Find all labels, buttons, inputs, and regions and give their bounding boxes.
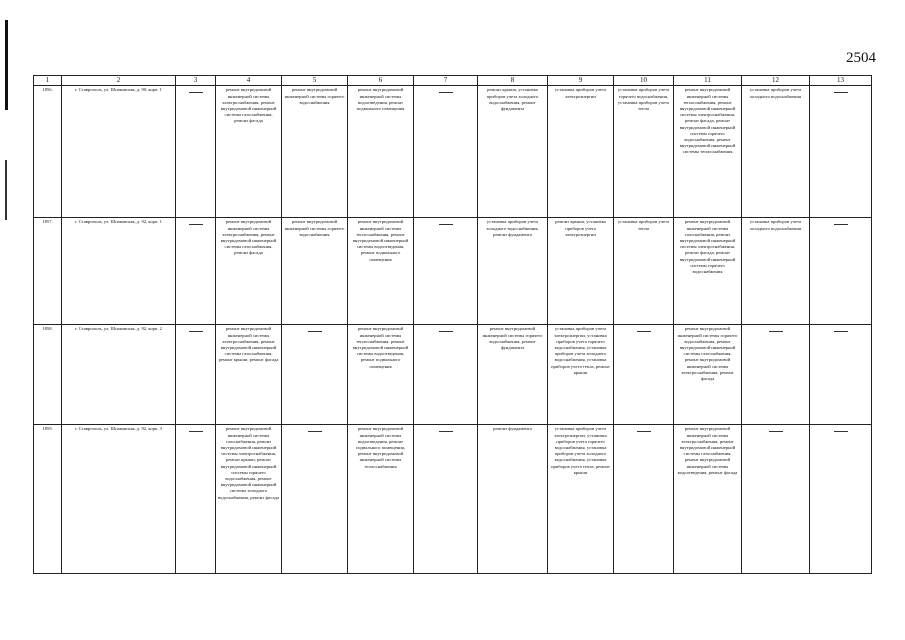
table-row xyxy=(34,425,872,574)
row-number: 1858. xyxy=(34,325,62,425)
empty-cell xyxy=(414,325,478,425)
column-header: 13 xyxy=(810,76,872,86)
column-header: 9 xyxy=(548,76,614,86)
works-cell: ремонт внутридомовой инженерной системы газоснабжения, ремонт внутридомовой инженерной системы электроснабжения, ремонт крыши, ремонт внутридомовой инженерной системы горячего водоснабжения, ремонт внутридомовой инженерной системы холодного водоснабжения, ремонт фасада xyxy=(216,425,282,574)
works-cell: ремонт внутридомовой инженерной системы теплоснабжения, ремонт внутридомовой инженерной системы водоотведения, ремонт подвального помещения xyxy=(348,325,414,425)
empty-cell xyxy=(742,425,810,574)
table-row xyxy=(34,218,872,325)
empty-cell xyxy=(810,218,872,325)
column-header: 1 xyxy=(34,76,62,86)
works-cell: ремонт крыши, установка приборов учета электроэнергии xyxy=(548,218,614,325)
column-number-row xyxy=(34,76,872,86)
scan-footer-noise xyxy=(30,622,870,630)
column-header: 4 xyxy=(216,76,282,86)
works-cell: установка приборов учета горячего водоснабжения, установка приборов учета тепла xyxy=(614,86,674,218)
empty-cell xyxy=(176,218,216,325)
row-number: 1856. xyxy=(34,86,62,218)
works-cell: установка приборов учета холодного водоснабжения xyxy=(742,218,810,325)
empty-cell xyxy=(176,86,216,218)
empty-cell xyxy=(810,86,872,218)
works-cell: установка приборов учета тепла xyxy=(614,218,674,325)
empty-cell xyxy=(176,325,216,425)
address-cell: г. Ставрополь, ул. Шпаковская, д. 92, корп. 1 xyxy=(62,218,176,325)
works-cell: ремонт крыши, установка приборов учета холодного водоснабжения, ремонт фундамента xyxy=(478,86,548,218)
works-cell: ремонт внутридомовой инженерной системы водоотведения, ремонт подвального помещения xyxy=(348,86,414,218)
column-header: 2 xyxy=(62,76,176,86)
page-number: 2504 xyxy=(846,50,876,66)
address-cell: г. Ставрополь, ул. Шпаковская, д. 92, корп. 3 xyxy=(62,425,176,574)
empty-cell xyxy=(414,218,478,325)
repair-schedule-table xyxy=(33,75,872,574)
column-header: 6 xyxy=(348,76,414,86)
works-cell: установка приборов учета холодного водоснабжения, ремонт фундамента xyxy=(478,218,548,325)
table-row xyxy=(34,86,872,218)
column-header: 3 xyxy=(176,76,216,86)
scan-edge-mark xyxy=(5,160,7,220)
empty-cell xyxy=(810,325,872,425)
column-header: 10 xyxy=(614,76,674,86)
empty-cell xyxy=(414,86,478,218)
empty-cell xyxy=(176,425,216,574)
empty-cell xyxy=(810,425,872,574)
works-cell: ремонт внутридомовой инженерной системы электроснабжения, ремонт внутридомовой инженерной системы газоснабжения, ремонт внутридомовой инженерной системы водоотведения, ремонт фасада xyxy=(674,425,742,574)
works-cell: ремонт внутридомовой инженерной системы электроснабжения, ремонт внутридомовой инженерной системы газоснабжения, ремонт фасада xyxy=(216,218,282,325)
column-header: 8 xyxy=(478,76,548,86)
address-cell: г. Ставрополь, ул. Шпаковская, д. 90, корп. 1 xyxy=(62,86,176,218)
works-cell: ремонт внутридомовой инженерной системы газоснабжения, ремонт внутридомовой инженерной системы электроснабжения, ремонт фасада, ремонт внутридомовой инженерной системы горячего водоснабжения xyxy=(674,218,742,325)
column-header: 5 xyxy=(282,76,348,86)
works-cell: ремонт внутридомовой инженерной системы горячего водоснабжения xyxy=(282,218,348,325)
empty-cell xyxy=(614,425,674,574)
address-cell: г. Ставрополь, ул. Шпаковская, д. 92, корп. 2 xyxy=(62,325,176,425)
works-cell: установка приборов учета электроэнергии, установка приборов учета горячего водоснабжения, установка приборов учета холодного водоснабжения, установка приборов учета тепла, ремонт крыши xyxy=(548,325,614,425)
works-cell: ремонт внутридомовой инженерной системы водоотведения, ремонт подвального помещения, ремонт внутридомовой инженерной системы теплоснабжения xyxy=(348,425,414,574)
column-header: 11 xyxy=(674,76,742,86)
empty-cell xyxy=(282,325,348,425)
row-number: 1857. xyxy=(34,218,62,325)
works-cell: установка приборов учета холодного водоснабжения xyxy=(742,86,810,218)
works-cell: ремонт внутридомовой инженерной системы горячего водоснабжения xyxy=(282,86,348,218)
scan-edge-mark xyxy=(5,20,8,110)
works-cell: ремонт внутридомовой инженерной системы горячего водоснабжения, ремонт фундамента xyxy=(478,325,548,425)
works-cell: ремонт внутридомовой инженерной системы теплоснабжения, ремонт внутридомовой инженерной системы электроснабжения, ремонт фасада, ремонт внутридомовой инженерной системы горячего водоснабжения, ремонт внутридомовой инженерной системы теплоснабжения xyxy=(674,86,742,218)
works-cell: установка приборов учета электроэнергии, установка приборов учета горячего водоснабжения, установка приборов учета холодного водоснабжения, установка приборов учета тепла, ремонт крыши xyxy=(548,425,614,574)
empty-cell xyxy=(742,325,810,425)
column-header: 12 xyxy=(742,76,810,86)
row-number: 1859. xyxy=(34,425,62,574)
empty-cell xyxy=(414,425,478,574)
works-cell: ремонт внутридомовой инженерной системы электроснабжения, ремонт внутридомовой инженерной системы газоснабжения, ремонт крыши, ремонт фасада xyxy=(216,325,282,425)
works-cell: установка приборов учета электроэнергии xyxy=(548,86,614,218)
empty-cell xyxy=(614,325,674,425)
works-cell: ремонт фундамента xyxy=(478,425,548,574)
works-cell: ремонт внутридомовой инженерной системы горячего водоснабжения, ремонт внутридомовой инженерной системы газоснабжения, ремонт внутридомовой инженерной системы электроснабжения, ремонт фасада xyxy=(674,325,742,425)
table-row xyxy=(34,325,872,425)
works-cell: ремонт внутридомовой инженерной системы теплоснабжения, ремонт внутридомовой инженерной системы водоотведения, ремонт подвального помещения xyxy=(348,218,414,325)
column-header: 7 xyxy=(414,76,478,86)
works-cell: ремонт внутридомовой инженерной системы электроснабжения, ремонт внутридомовой инженерной системы газоснабжения, ремонт фасада xyxy=(216,86,282,218)
empty-cell xyxy=(282,425,348,574)
